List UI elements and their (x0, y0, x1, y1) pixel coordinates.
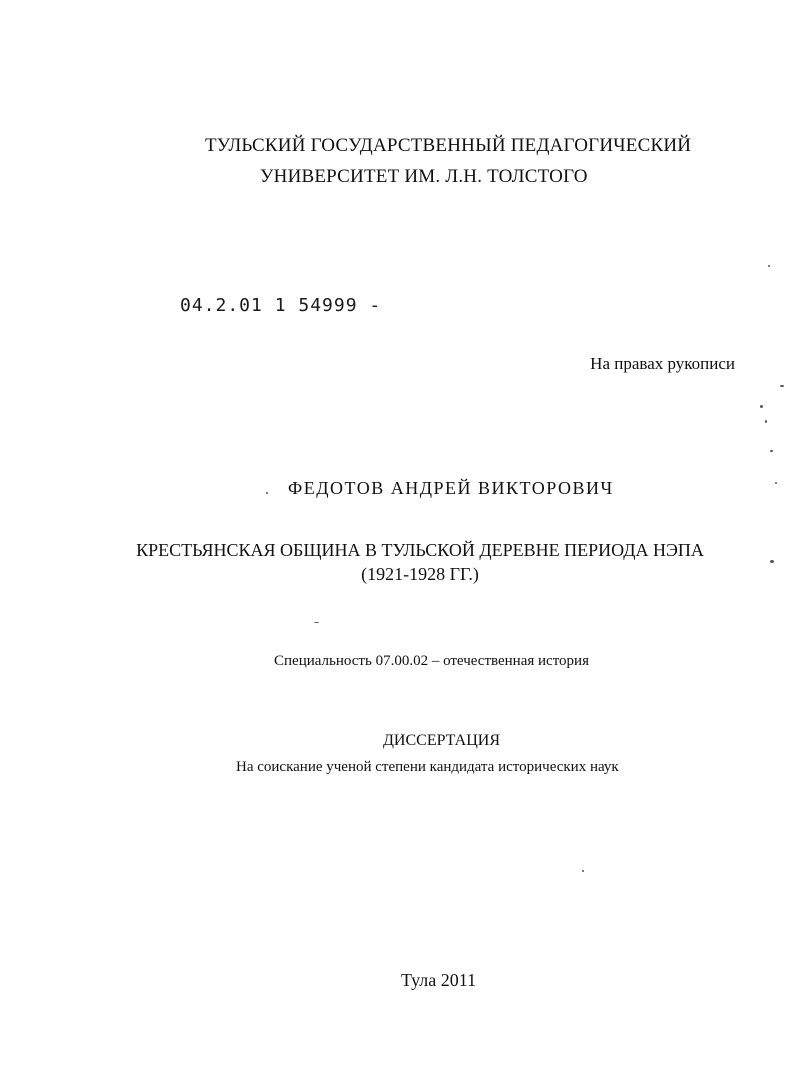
scan-speck (780, 385, 784, 387)
dissertation-title-line-2: (1921-1928 ГГ.) (361, 564, 479, 584)
scan-speck (760, 405, 763, 408)
city-year: Тула 2011 (401, 970, 477, 990)
institution-line-1: ТУЛЬСКИЙ ГОСУДАРСТВЕННЫЙ ПЕДАГОГИЧЕСКИЙ (205, 135, 692, 156)
scan-speck (266, 492, 268, 494)
dissertation-title-line-1: КРЕСТЬЯНСКАЯ ОБЩИНА В ТУЛЬСКОЙ ДЕРЕВНЕ ПЕРИОДА НЭПА (136, 540, 704, 560)
institution-line-2: УНИВЕРСИТЕТ ИМ. Л.Н. ТОЛСТОГО (260, 166, 588, 187)
scan-speck (765, 420, 767, 423)
catalog-stamp: 04.2.01 1 54999 - (180, 295, 382, 316)
scan-speck (775, 482, 777, 484)
scan-speck (582, 870, 584, 872)
manuscript-rights-note: На правах рукописи (590, 354, 735, 373)
specialty-line: Специальность 07.00.02 – отечественная история (274, 653, 589, 669)
scan-speck (314, 622, 319, 623)
degree-line: На соискание ученой степени кандидата исторических наук (236, 759, 619, 775)
document-type: ДИССЕРТАЦИЯ (383, 732, 500, 749)
author-name: ФЕДОТОВ АНДРЕЙ ВИКТОРОВИЧ (288, 478, 614, 498)
scan-speck (770, 560, 774, 563)
scan-speck (768, 265, 770, 267)
scan-speck (770, 450, 773, 452)
